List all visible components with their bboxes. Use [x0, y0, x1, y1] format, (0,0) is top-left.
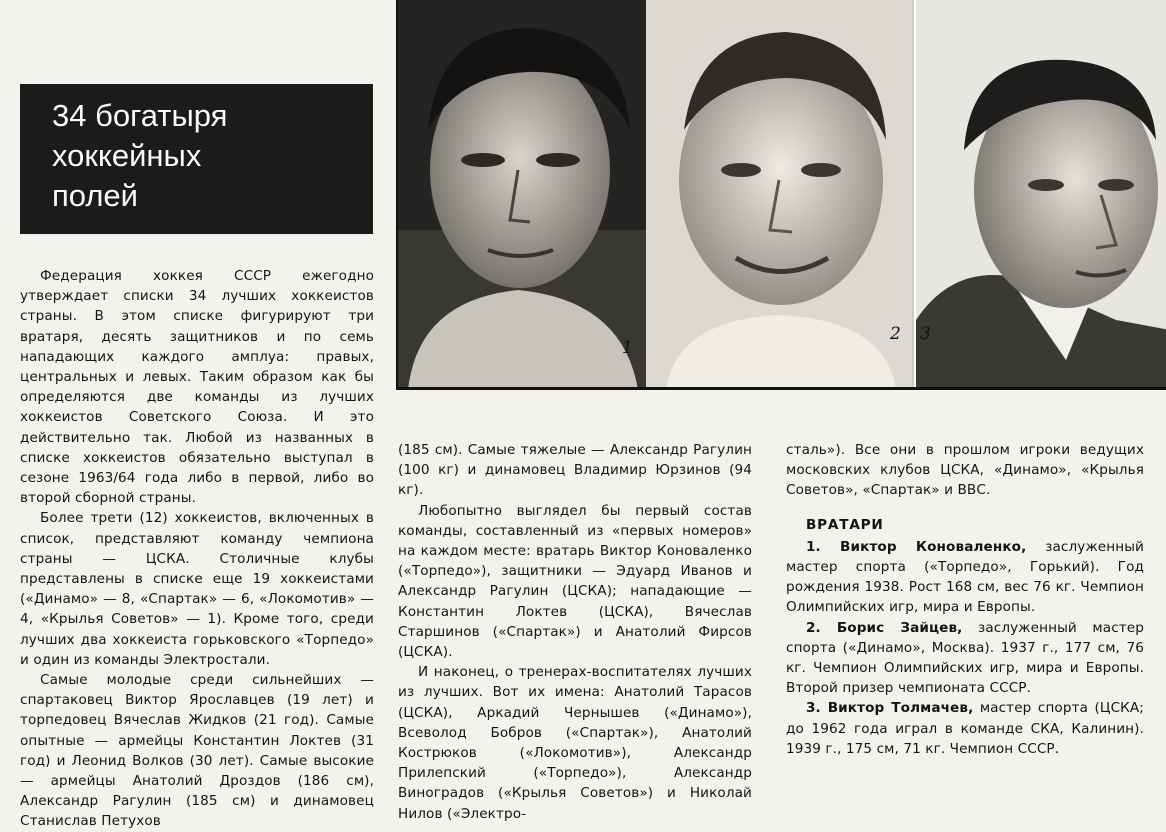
title-line-3: полей — [52, 178, 138, 213]
portrait-photo-2 — [646, 0, 912, 390]
portrait-photos — [396, 0, 1166, 390]
goalkeeper-entry-2 — [786, 618, 1144, 699]
col2-paragraph-3: И наконец, о тренерах-воспитателях лучших из лучших. Вот их имена: Анатолий Тарасов (ЦСКА), Аркадий Чернышев («Динамо»), Всеволод Бобров («Спартак»), Анатолий Кострюков («Локомотив»), Александр Прилепский («Торпедо»), Александр Виноградов («Крылья Советов») и Николай Нилов («Электро- — [398, 664, 752, 822]
photo-number-1: 1 — [622, 338, 633, 358]
portrait-photo-3 — [914, 0, 1166, 390]
goalkeeper-1-name: 1. Виктор Коноваленко, — [806, 538, 1027, 555]
portrait-3-image — [916, 0, 1166, 390]
col1-paragraph-3: Самые молодые среди сильнейших — спартаковец Виктор Ярославцев (19 лет) и торпедовец Вячеслав Жидков (21 год). Самые опытные — армейцы Константин Локтев (31 год) и Леонид Волков (30 лет). Самые высокие — армейцы Анатолий Дроздов (186 см), Александр Рагулин (185 см) и динамовец Станислав Петухов — [20, 672, 374, 830]
article-column-1 — [20, 266, 374, 832]
article-column-3 — [786, 440, 1144, 759]
article-column-2 — [398, 440, 752, 824]
portrait-2-image — [646, 0, 912, 390]
goalkeeper-1-text: заслуженный мастер спорта («Торпедо», Горький). Год рождения 1938. Рост 168 см, вес 76 кг. Чемпион Олимпийских игр, мира и Европы. — [786, 538, 1144, 616]
col1-paragraph-1: Федерация хоккея СССР ежегодно утверждает списки 34 лучших хоккеистов страны. В этом списке фигурируют три вратаря, десять защитников и по семь нападающих каждого амплуа: правых, центральных и левых. Таким образом как бы определяются две команды из лучших хоккеистов Советского Союза. И это действительно так. Любой из названных в списке хоккеистов обязательно выступал в сезоне 1963/64 года либо в первой, либо во второй сборной страны. — [20, 268, 374, 507]
title-line-1: 34 богатыря — [52, 98, 228, 133]
portrait-1-image — [398, 0, 646, 390]
photo-number-3: 3 — [920, 324, 931, 344]
col2-paragraph-2: Любопытно выглядел бы первый состав команды, составленный из «первых номеров» на каждом месте: вратарь Виктор Коноваленко («Торпедо»), защитники — Эдуард Иванов и Александр Рагулин (ЦСКА); нападающие — Константин Локтев (ЦСКА), Вячеслав Старшинов («Спартак») и Анатолий Фирсов (ЦСКА). — [398, 502, 752, 661]
goalkeeper-3-text: мастер спорта (ЦСКА; до 1962 года играл в команде СКА, Калинин). 1939 г., 175 см, 71 кг. Чемпион СССР. — [786, 700, 1144, 757]
section-heading-goalkeepers: ВРАТАРИ — [806, 516, 884, 533]
col2-paragraph-1: (185 см). Самые тяжелые — Александр Рагулин (100 кг) и динамовец Владимир Юрзинов (94 кг). — [398, 442, 752, 499]
article-title — [20, 84, 373, 234]
goalkeeper-2-name: 2. Борис Зайцев, — [806, 619, 963, 636]
photo-number-2: 2 — [890, 324, 901, 344]
col3-paragraph-1: сталь»). Все они в прошлом игроки ведущих московских клубов ЦСКА, «Динамо», «Крылья Советов», «Спартак» и ВВС. — [786, 442, 1144, 499]
goalkeeper-3-name: 3. Виктор Толмачев, — [806, 700, 974, 717]
goalkeeper-entry-3 — [786, 698, 1144, 759]
title-line-2: хоккейных — [52, 138, 202, 173]
goalkeeper-2-text: заслуженный мастер спорта («Динамо», Москва). 1937 г., 177 см, 76 кг. Чемпион Олимпийских игр, мира и Европы. Второй призер чемпионата СССР. — [786, 619, 1145, 697]
col1-paragraph-2: Более трети (12) хоккеистов, включенных в список, представляют команду чемпиона страны — ЦСКА. Столичные клубы представлены в списке еще 19 хоккеистами («Динамо» — 8, «Спартак» — 6, «Локомотив» — 4, «Крылья Советов» — 1). Кроме того, среди лучших два хоккеиста горьковского «Торпедо» и один из команды Электростали. — [20, 510, 374, 668]
goalkeeper-entry-1 — [786, 537, 1144, 618]
portrait-photo-1 — [398, 0, 646, 390]
